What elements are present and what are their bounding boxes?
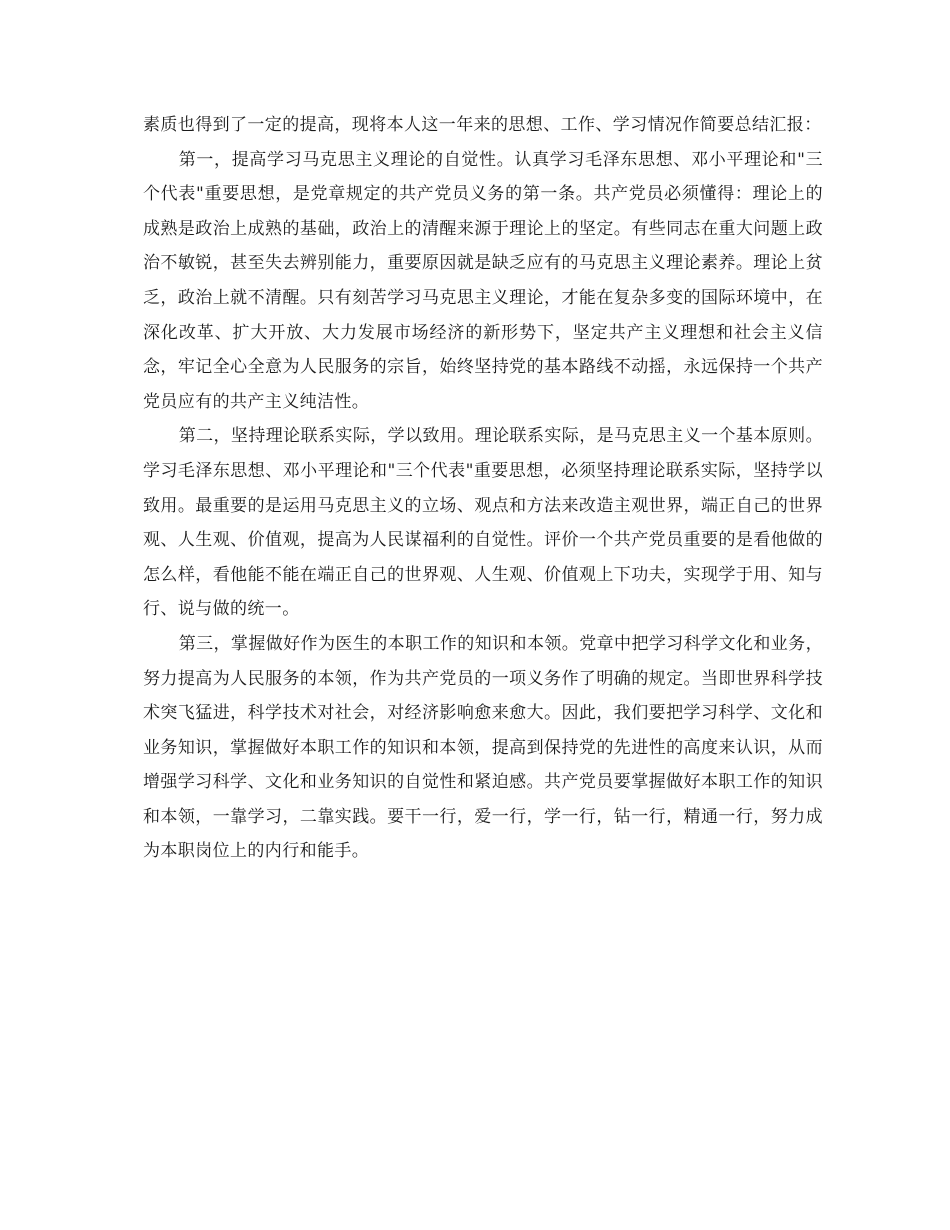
paragraph-intro-continuation: 素质也得到了一定的提高，现将本人这一年来的思想、工作、学习情况作简要总结汇报： (143, 115, 822, 135)
paragraph-first-point: 第一，提高学习马克思主义理论的自觉性。认真学习毛泽东思想、邓小平理论和"三个代表"重要思想，是党章规定的共产党员义务的第一条。共产党员必须懂得：理论上的成熟是政治上成熟的基础，政治上的清醒来源于理论上的坚定。有些同志在重大问题上政治不敏锐，甚至失去辨别能力，重要原因就是缺乏应有的马克思主义理论素养。理论上贫乏，政治上就不清醒。只有刻苦学习马克思主义理论，才能在复杂多变的国际环境中，在深化改革、扩大开放、大力发展市场经济的新形势下，坚定共产主义理想和社会主义信念，牢记全心全意为人民服务的宗旨，始终坚持党的基本路线不动摇，永远保持一个共产党员应有的共产主义纯洁性。 (143, 149, 823, 412)
document-body (143, 108, 823, 869)
paragraph-second-point: 第二，坚持理论联系实际，学以致用。理论联系实际，是马克思主义一个基本原则。学习毛泽东思想、邓小平理论和"三个代表"重要思想，必须坚持理论联系实际，坚持学以致用。最重要的是运用马克思主义的立场、观点和方法来改造主观世界，端正自己的世界观、人生观、价值观，提高为人民谋福利的自觉性。评价一个共产党员重要的是看他做的怎么样，看他能不能在端正自己的世界观、人生观、价值观上下功夫，实现学于用、知与行、说与做的统一。 (143, 426, 823, 620)
paragraph-third-point: 第三，掌握做好作为医生的本职工作的知识和本领。党章中把学习科学文化和业务，努力提高为人民服务的本领，作为共产党员的一项义务作了明确的规定。当即世界科学技术突飞猛进，科学技术对社会，对经济影响愈来愈大。因此，我们要把学习科学、文化和业务知识，掌握做好本职工作的知识和本领，提高到保持党的先进性的高度来认识，从而增强学习科学、文化和业务知识的自觉性和紧迫感。共产党员要掌握做好本职工作的知识和本领，一靠学习，二靠实践。要干一行，爱一行，学一行，钻一行，精通一行，努力成为本职岗位上的内行和能手。 (143, 633, 823, 862)
